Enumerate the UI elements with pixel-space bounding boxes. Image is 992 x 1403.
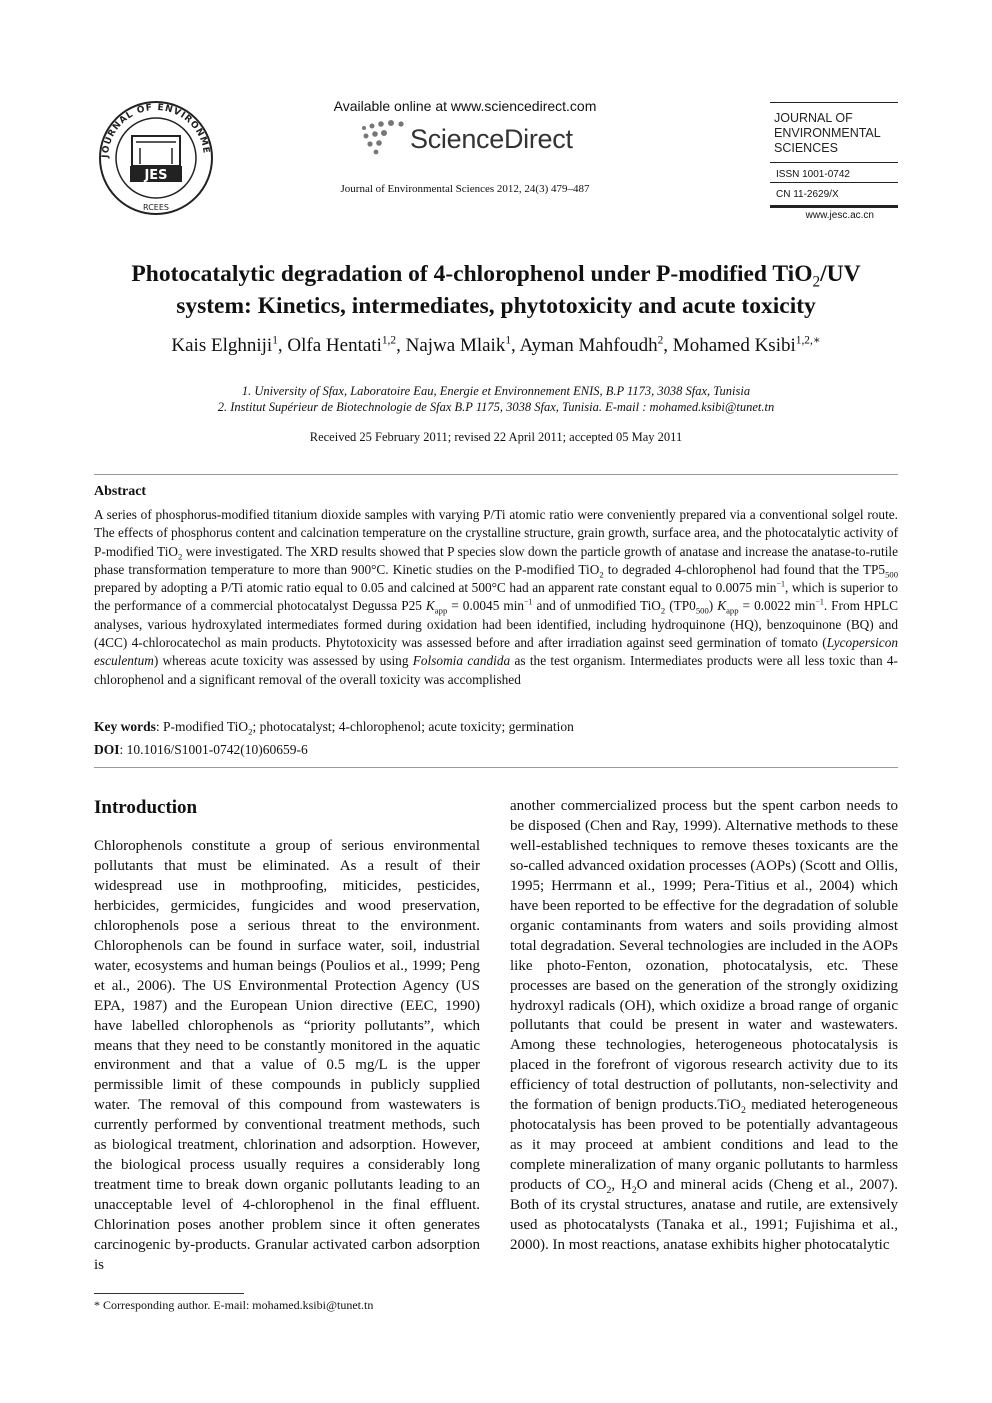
journal-citation: Journal of Environmental Sciences 2012, 24(3) 479–487 [340,183,590,195]
issn-number: ISSN 1001-0742 [776,169,850,180]
journal-website[interactable]: www.jesc.ac.cn [770,205,898,221]
divider [94,474,898,475]
sciencedirect-brand: ScienceDirect [410,124,573,154]
received-dates: Received 25 February 2011; revised 22 April 2011; accepted 05 May 2011 [309,430,683,444]
body-column-left: Chlorophenols constitute a group of serious environmental pollutants that must be eliminated. As a result of their widespread use in mothproofing, miticides, pesticides, herbicides, germicides, fungicides and wood preservation, chlorophenols pose a serious threat to the environment. Chlorophenols can be found in surface water, soil, industrial water, ecosystems and human beings (Poulios et al., 1999; Peng et al., 2006). The US Environmental Protection Agency (US EPA, 1987) and the European Union directive (EEC, 1990) have labelled chlorophenols as “priority pollutants”, which means that they need to be constantly monitored in the aquatic environment and that a value of 0.5 mg/L is the upper permissible limit of these compounds in publicly supplied water. The removal of this compound from wastewaters is currently performed by conventional treatment methods, such as biological treatment, chlorination and adsorption. However, the biological process usually requires a considerably long treatment time to break down organic pollutants leading to an unacceptable level of 4-chlorophenol in the final effluent. Chlorination poses another problem since it often generates carcinogenic by-products. Granular activated carbon adsorption is [94,838,480,1274]
doi-label: DOI [94,742,120,757]
corresponding-author-footnote: * Corresponding author. E-mail: mohamed.ksibi@tunet.tn [94,1298,374,1312]
journal-info-box [770,102,898,221]
keywords-label: Key words [94,719,156,734]
author-name: Ayman Mahfoudh [519,335,658,356]
affiliation-line: 2. Institut Supérieur de Biotechnologie de Sfax B.P 1175, 3038 Sfax, Tunisia. E-mail : mohamed.ksibi@tunet.tn [217,400,775,414]
author-name: Najwa Mlaik [405,335,506,356]
journal-name [770,103,898,156]
doi-value: : 10.1016/S1001-0742(10)60659-6 [119,742,308,757]
abstract-text: A series of phosphorus-modified titanium dioxide samples with varying P/Ti atomic ratio were conveniently prepared via a conventional solgel route. The effects of phosphorus content and calcination temperature on the crystalline structure, grain growth, surface area, and the photocatalytic activity of P-modified TiO$_2$ were investigated. The XRD results showed that P species slow down the particle growth of anatase and increase the anatase-to-rutile phase transformation temperature to more than 900°C. Kinetic studies on the P-modified TiO$_2$ to degraded 4-chlorophenol had found that the $TP5_{500}$ prepared by adopting a P/Ti atomic ratio equal to 0.05 and calcined at 500°C had an apparent rate constant equal to 0.0075 $\min^{-1}$, which is superior to the performance of a commercial photocatalyst Degussa P25 $K_{app} = 0.0045$ $\min^{-1}$ and of unmodified TiO$_2$ $(TP0_{500}) K_{app} = 0.0022$ $\min^{-1}$. From HPLC analyses, various hydroxylated intermediates formed during oxidation had been identified, including hydroquinone (HQ), benzoquinone (BQ) and (4CC) 4-chlorocatechol as main products. Phytotoxicity was assessed before and after irradiation against seed germination of tomato (Lycopersicon esculentum) whereas acute toxicity was assessed by using Folsomia candida as the test organism. Intermediates products were all less toxic than 4-chlorophenol and a significant removal of the overall toxicity was accomplished [94,507,899,687]
journal-seal-logo [92,100,220,220]
affiliation-line: 1. University of Sfax, Laboratoire Eau, Energie et Environnement ENIS, B.P 1173, 3038 Sfax, Tunisia [241,384,751,398]
divider [94,767,898,768]
section-heading-introduction: Introduction [94,797,198,818]
body-column-right: another commercialized process but the spent carbon needs to be disposed (Chen and Ray, 1999). Alternative methods to these well-established techniques to remove theses toxicants are the so-called advanced oxidation processes (AOPs) (Scott and Ollis, 1995; Herrmann et al., 1999; Pera-Titius et al., 2004) which have been reported to be effective for the degradation of soluble organic contaminants from waters and soils providing almost total degradation. Several technologies are included in the AOPs like photo-Fenton, ozonation, photocatalysis, etc. These processes are based on the generation of the strongly oxidizing hydroxyl radicals (OH), which oxidize a broad range of organic pollutants that could be present in water and wastewaters. Among these technologies, heterogeneous photocatalysis is placed in the forefront of vigorous research activity due to its efficiency of total destruction of pollutants, non-selectivity and the formation of benign products.TiO$_2$ mediated heterogeneous photocatalysis has been proved to be potentially advantageous as it may proceed at ambient conditions and lead to the complete mineralization of many organic pollutants to harmless products of $CO_2$, $H_2O$ and mineral acids (Cheng et al., 2007). Both of its crystal structures, anatase and rutile, are extensively used as photocatalysts (Tanaka et al., 1991; Fujishima et al., 2000). In most reactions, anatase exhibits higher photocatalytic [510,798,899,1253]
journal-name-line: SCIENCES [774,141,838,155]
paper-title: Photocatalytic degradation of 4-chlorophenol under P-modified TiO$_2$/UV system: Kinetics, intermediates, phytotoxicity and acute toxicity [131,261,861,319]
author-name: Olfa Hentati [287,335,382,356]
seal-ring-text: JOURNAL OF ENVIRONME [100,102,211,159]
keywords: Key words: P-modified TiO$_2$; photocatalyst; 4-chlorophenol; acute toxicity; germination [94,719,574,737]
author-list: Kais Elghniji$^1$, Olfa Hentati$^{1,2}$, Najwa Mlaik$^1$, Ayman Mahfoudh$^2$, Mohamed Ksibi$^{1,2,∗}$ [171,334,821,356]
author-name: Kais Elghniji [171,335,273,356]
author-name: Mohamed Ksibi [672,335,796,356]
journal-name-line: JOURNAL OF [774,111,853,125]
seal-bottom-text: RCEES [143,203,169,212]
abstract-heading: Abstract [94,484,147,499]
affiliations [80,383,912,415]
doi [94,742,898,758]
footnote-rule [94,1293,244,1294]
available-online-text: Available online at www.sciencedirect.com [333,98,597,114]
cn-number: CN 11-2629/X [776,189,839,200]
seal-badge-text: JES [144,168,168,183]
journal-name-line: ENVIRONMENTAL [774,126,881,140]
svg-text:JOURNAL OF ENVIRONMENTAL SCIEN [92,100,211,159]
